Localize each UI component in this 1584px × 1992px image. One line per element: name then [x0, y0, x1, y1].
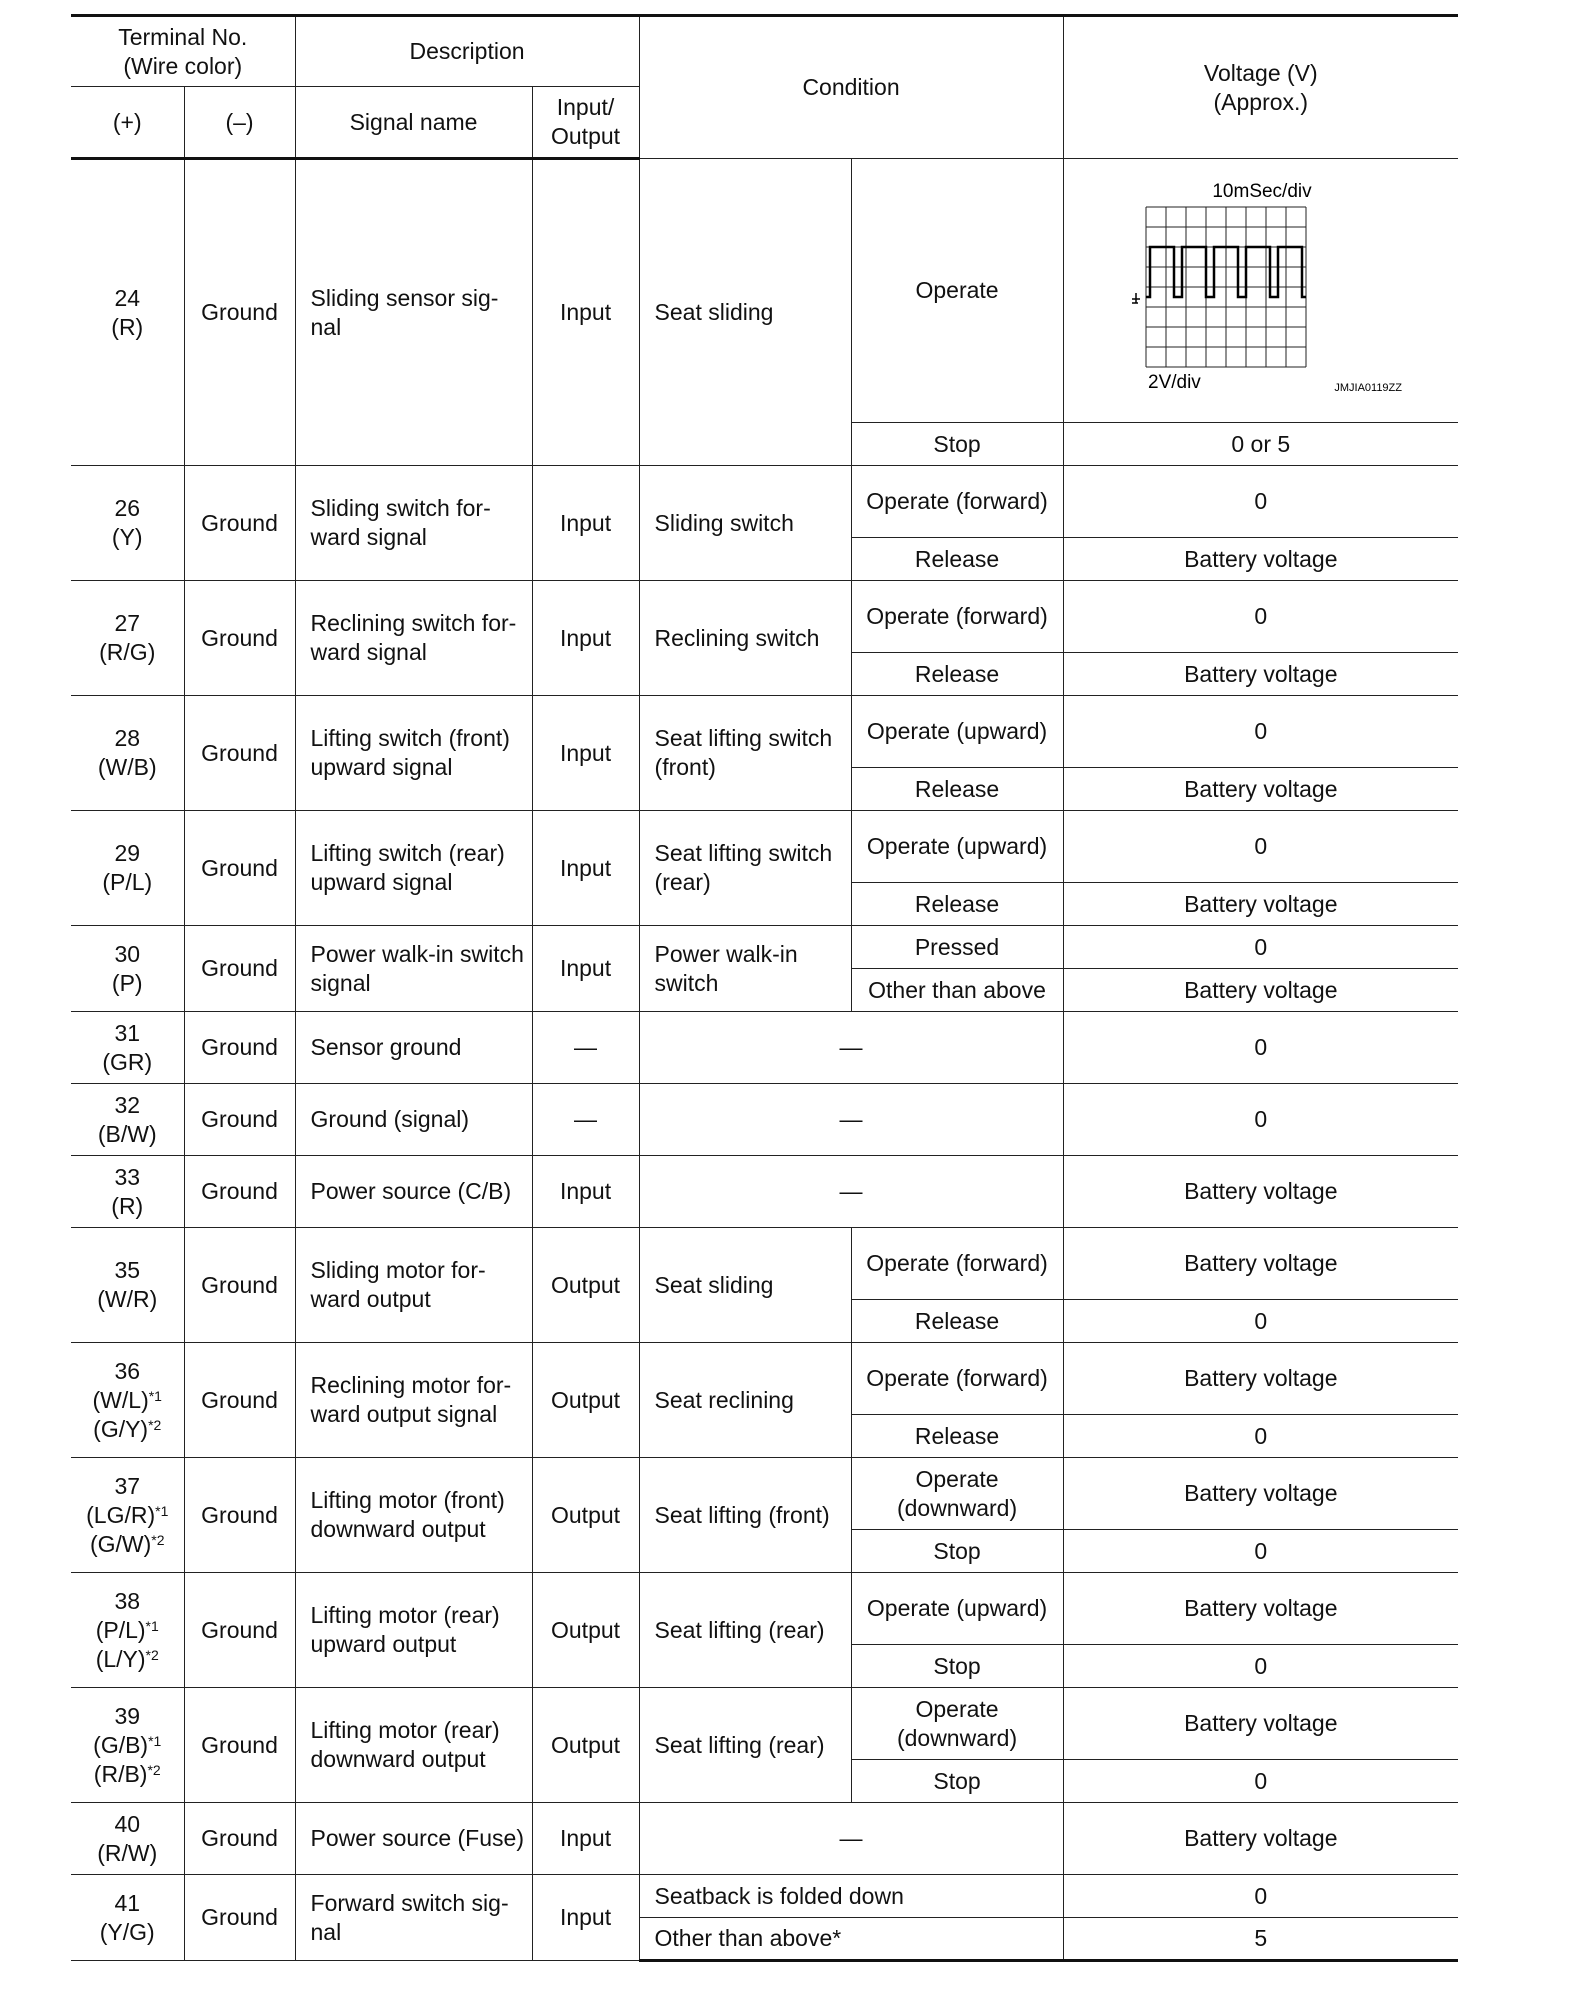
voltage-value: 0	[1063, 1084, 1458, 1156]
table-row	[71, 1156, 1458, 1228]
header-voltage	[1063, 16, 1458, 159]
ground-terminal: Ground	[184, 581, 295, 696]
condition: Seat lifting switch (front)	[639, 696, 851, 811]
ground-terminal: Ground	[184, 811, 295, 926]
condition: —	[639, 1012, 1063, 1084]
condition-state: Operate (upward)	[851, 696, 1063, 768]
terminal-cell	[71, 1084, 184, 1156]
volt-division-label: 2V/div	[1147, 371, 1201, 393]
voltage-value: Battery voltage	[1063, 538, 1458, 581]
signal-name: Lifting switch (rear) upward signal	[295, 811, 532, 926]
terminal-number: 35	[114, 1257, 141, 1283]
condition-state: Operate (forward)	[851, 466, 1063, 538]
footnote-marker: *1	[148, 1732, 162, 1749]
voltage-value: Battery voltage	[1063, 883, 1458, 926]
terminal-cell	[71, 926, 184, 1012]
condition-state: Operate (upward)	[851, 1573, 1063, 1645]
footnote-marker: *1	[145, 1617, 159, 1634]
condition-state: Stop	[851, 1645, 1063, 1688]
table-row	[71, 1688, 1458, 1760]
wire-color	[77, 1501, 178, 1530]
table-row	[71, 1458, 1458, 1530]
wire-color-code: (W/B)	[97, 754, 157, 780]
wire-color	[77, 753, 178, 782]
ground-terminal: Ground	[184, 159, 295, 466]
voltage-value: Battery voltage	[1063, 1343, 1458, 1415]
wire-color-code: (G/Y)	[93, 1415, 149, 1442]
condition-state: Operate (forward)	[851, 1228, 1063, 1300]
terminal-number: 24	[114, 284, 141, 311]
ground-terminal: Ground	[184, 1156, 295, 1228]
condition-state: Release	[851, 768, 1063, 811]
table-row	[71, 696, 1458, 768]
condition: Seat lifting (front)	[639, 1458, 851, 1573]
terminal-number: 40	[114, 1810, 141, 1837]
condition-state: Release	[851, 1415, 1063, 1458]
header-input-output	[532, 87, 639, 159]
wire-color-alt	[77, 1415, 178, 1444]
terminal-cell	[71, 1875, 184, 1961]
wire-color-code: (P/L)	[95, 1616, 146, 1643]
terminal-spec-table-wrapper	[71, 14, 1458, 1962]
header-io-line1: Input/	[556, 94, 615, 120]
header-voltage-label: Voltage (V)	[1203, 59, 1318, 86]
voltage-value: 0	[1063, 581, 1458, 653]
condition: Power walk-in switch	[639, 926, 851, 1012]
terminal-cell	[71, 1156, 184, 1228]
voltage-value: Battery voltage	[1063, 1228, 1458, 1300]
condition-state: Other than above	[851, 969, 1063, 1012]
terminal-cell	[71, 1012, 184, 1084]
wire-color	[77, 1386, 178, 1415]
ground-terminal: Ground	[184, 466, 295, 581]
signal-name: Power walk-in switch signal	[295, 926, 532, 1012]
ground-terminal: Ground	[184, 1228, 295, 1343]
condition-state: Other than above*	[639, 1918, 1063, 1961]
table-row	[71, 1573, 1458, 1645]
wire-color	[77, 969, 178, 998]
input-output: —	[532, 1084, 639, 1156]
condition: Seat lifting switch (rear)	[639, 811, 851, 926]
ground-terminal: Ground	[184, 696, 295, 811]
terminal-number: 37	[114, 1472, 141, 1499]
wire-color-code: (B/W)	[97, 1120, 157, 1147]
wire-color-alt	[77, 1760, 178, 1789]
voltage-value: 0	[1063, 1875, 1458, 1918]
table-row	[71, 1803, 1458, 1875]
wire-color-code: (G/B)	[93, 1731, 149, 1758]
condition-state: Seatback is folded down	[639, 1875, 1063, 1918]
condition-state: Release	[851, 538, 1063, 581]
voltage-value: 0	[1063, 1530, 1458, 1573]
signal-name: Lifting motor (front) downward output	[295, 1458, 532, 1573]
voltage-value: Battery voltage	[1063, 1573, 1458, 1645]
wire-color	[77, 1839, 178, 1868]
wire-color	[77, 638, 178, 667]
voltage-value: Battery voltage	[1063, 1458, 1458, 1530]
condition-state: Release	[851, 883, 1063, 926]
figure-id-label: JMJIA0119ZZ	[1334, 381, 1402, 394]
condition-state: Release	[851, 653, 1063, 696]
header-terminal-label: Terminal No.	[118, 23, 248, 50]
voltage-value: 0 or 5	[1063, 423, 1458, 466]
ground-terminal: Ground	[184, 1343, 295, 1458]
header-io-line2: Output	[551, 123, 621, 149]
input-output: Input	[532, 696, 639, 811]
ground-terminal: Ground	[184, 1688, 295, 1803]
ground-terminal: Ground	[184, 926, 295, 1012]
wire-color-code: (R)	[111, 1192, 144, 1219]
voltage-value: 5	[1063, 1918, 1458, 1961]
wire-color-code: (GR)	[102, 1048, 153, 1075]
input-output: Input	[532, 1803, 639, 1875]
wire-color-code: (R)	[111, 313, 144, 340]
condition-state: Operate (forward)	[851, 581, 1063, 653]
input-output: Output	[532, 1458, 639, 1573]
ground-terminal: Ground	[184, 1084, 295, 1156]
wire-color	[77, 868, 178, 897]
footnote-marker: *2	[151, 1531, 165, 1548]
header-signal-name: Signal name	[295, 87, 532, 159]
signal-name: Sensor ground	[295, 1012, 532, 1084]
time-division-label: 10mSec/div	[1212, 180, 1312, 202]
condition-state: Operate	[851, 159, 1063, 423]
condition: Seat sliding	[639, 159, 851, 466]
voltage-value: 0	[1063, 926, 1458, 969]
terminal-cell	[71, 1688, 184, 1803]
input-output: Output	[532, 1688, 639, 1803]
table-row	[71, 1875, 1458, 1918]
wire-color	[77, 1731, 178, 1760]
condition-state: Operate (upward)	[851, 811, 1063, 883]
voltage-value: Battery voltage	[1063, 1803, 1458, 1875]
wire-color-code: (Y)	[111, 524, 143, 550]
signal-name: Forward switch sig-nal	[295, 1875, 532, 1961]
wire-color	[77, 523, 178, 552]
terminal-cell	[71, 1573, 184, 1688]
oscilloscope-figure	[1116, 175, 1406, 407]
table-row	[71, 926, 1458, 969]
table-row	[71, 1084, 1458, 1156]
voltage-value: 0	[1063, 696, 1458, 768]
header-terminal	[71, 16, 295, 87]
table-row	[71, 1228, 1458, 1300]
input-output: Output	[532, 1228, 639, 1343]
condition: Seat lifting (rear)	[639, 1688, 851, 1803]
terminal-number: 26	[114, 495, 141, 521]
voltage-value: Battery voltage	[1063, 1688, 1458, 1760]
footnote-marker: *1	[155, 1502, 169, 1519]
voltage-value: 0	[1063, 1760, 1458, 1803]
voltage-value: 0	[1063, 1012, 1458, 1084]
voltage-value: 0	[1063, 466, 1458, 538]
signal-name: Lifting motor (rear) upward output	[295, 1573, 532, 1688]
terminal-number: 28	[114, 725, 141, 751]
wire-color	[77, 1918, 178, 1947]
header-wire-color-label: (Wire color)	[123, 52, 243, 79]
voltage-value: 0	[1063, 1300, 1458, 1343]
wire-color-code: (Y/G)	[99, 1918, 155, 1945]
signal-name: Ground (signal)	[295, 1084, 532, 1156]
condition-state: Operate (downward)	[851, 1688, 1063, 1760]
condition-state: Stop	[851, 1760, 1063, 1803]
table-row	[71, 466, 1458, 538]
wire-color	[77, 1616, 178, 1645]
wire-color-code: (W/L)	[92, 1386, 149, 1413]
footnote-marker: *2	[148, 1416, 162, 1433]
signal-name: Reclining motor for-ward output signal	[295, 1343, 532, 1458]
header-approx-label: (Approx.)	[1213, 88, 1309, 115]
input-output: —	[532, 1012, 639, 1084]
input-output: Input	[532, 926, 639, 1012]
table-row	[71, 1343, 1458, 1415]
wire-color-code: (R/W)	[97, 1839, 158, 1866]
voltage-value: Battery voltage	[1063, 653, 1458, 696]
condition: —	[639, 1803, 1063, 1875]
waveform-graph	[1116, 175, 1406, 407]
wire-color-code: (W/R)	[97, 1286, 158, 1312]
condition: Seat lifting (rear)	[639, 1573, 851, 1688]
header-condition: Condition	[639, 16, 1063, 159]
terminal-number: 30	[114, 940, 141, 967]
table-row	[71, 581, 1458, 653]
terminal-cell	[71, 1458, 184, 1573]
signal-name: Reclining switch for-ward signal	[295, 581, 532, 696]
ground-terminal: Ground	[184, 1803, 295, 1875]
header-description: Description	[295, 16, 639, 87]
table-row	[71, 1012, 1458, 1084]
condition-state: Operate (forward)	[851, 1343, 1063, 1415]
wire-color	[77, 1120, 178, 1149]
terminal-cell	[71, 811, 184, 926]
terminal-number: 36	[114, 1357, 141, 1384]
terminal-number: 38	[114, 1587, 141, 1614]
signal-name: Lifting motor (rear) downward output	[295, 1688, 532, 1803]
terminal-number: 27	[114, 610, 141, 636]
terminal-number: 33	[114, 1163, 141, 1190]
terminal-cell	[71, 1343, 184, 1458]
header-plus: (+)	[71, 87, 184, 159]
condition: Sliding switch	[639, 466, 851, 581]
wire-color-code: (G/W)	[89, 1530, 152, 1557]
condition: Reclining switch	[639, 581, 851, 696]
header-row-top	[71, 16, 1458, 87]
signal-name: Sliding sensor sig-nal	[295, 159, 532, 466]
condition-state: Stop	[851, 423, 1063, 466]
voltage-value: Battery voltage	[1063, 1156, 1458, 1228]
terminal-number: 31	[114, 1019, 141, 1046]
terminal-cell	[71, 159, 184, 466]
ground-terminal: Ground	[184, 1875, 295, 1961]
wire-color-alt	[77, 1645, 178, 1674]
condition-state: Stop	[851, 1530, 1063, 1573]
signal-name: Sliding switch for-ward signal	[295, 466, 532, 581]
terminal-number: 32	[114, 1091, 141, 1118]
table-row	[71, 159, 1458, 423]
wire-color-code: (L/Y)	[95, 1645, 146, 1672]
table-row	[71, 811, 1458, 883]
input-output: Input	[532, 1875, 639, 1961]
wire-color-code: (P)	[111, 969, 143, 996]
voltage-value: 0	[1063, 1415, 1458, 1458]
footnote-marker: *2	[145, 1646, 159, 1663]
wire-color-code: (R/B)	[93, 1760, 148, 1787]
voltage-value: Battery voltage	[1063, 768, 1458, 811]
wire-color	[77, 313, 178, 342]
footnote-marker: *1	[148, 1387, 162, 1404]
terminal-number: 39	[114, 1702, 141, 1729]
header-minus: (–)	[184, 87, 295, 159]
signal-name: Power source (Fuse)	[295, 1803, 532, 1875]
condition: —	[639, 1156, 1063, 1228]
wire-color-code: (R/G)	[99, 639, 156, 665]
voltage-value: 0	[1063, 811, 1458, 883]
condition: Seat reclining	[639, 1343, 851, 1458]
condition-state: Pressed	[851, 926, 1063, 969]
condition: —	[639, 1084, 1063, 1156]
condition: Seat sliding	[639, 1228, 851, 1343]
terminal-cell	[71, 1803, 184, 1875]
voltage-value: Battery voltage	[1063, 969, 1458, 1012]
ground-reference-icon	[1132, 293, 1140, 303]
wire-color	[77, 1285, 178, 1314]
wire-color	[77, 1192, 178, 1221]
wire-color-code: (LG/R)	[86, 1501, 156, 1528]
signal-name: Power source (C/B)	[295, 1156, 532, 1228]
terminal-number: 41	[114, 1889, 141, 1916]
terminal-cell	[71, 581, 184, 696]
voltage-value: 0	[1063, 1645, 1458, 1688]
input-output: Input	[532, 159, 639, 466]
input-output: Input	[532, 811, 639, 926]
input-output: Input	[532, 581, 639, 696]
terminal-cell	[71, 696, 184, 811]
terminal-cell	[71, 1228, 184, 1343]
input-output: Output	[532, 1343, 639, 1458]
signal-name: Sliding motor for-ward output	[295, 1228, 532, 1343]
ground-terminal: Ground	[184, 1458, 295, 1573]
wire-color-alt	[77, 1530, 178, 1559]
ground-terminal: Ground	[184, 1012, 295, 1084]
terminal-number: 29	[114, 840, 141, 866]
input-output: Output	[532, 1573, 639, 1688]
condition-state: Operate (downward)	[851, 1458, 1063, 1530]
signal-name: Lifting switch (front) upward signal	[295, 696, 532, 811]
terminal-spec-table	[71, 14, 1458, 1962]
footnote-marker: *2	[147, 1761, 161, 1778]
input-output: Input	[532, 1156, 639, 1228]
voltage-waveform-cell	[1063, 159, 1458, 423]
terminal-cell	[71, 466, 184, 581]
wire-color	[77, 1048, 178, 1077]
table-body	[71, 159, 1458, 1961]
wire-color-code: (P/L)	[102, 869, 153, 895]
condition-state: Release	[851, 1300, 1063, 1343]
input-output: Input	[532, 466, 639, 581]
ground-terminal: Ground	[184, 1573, 295, 1688]
